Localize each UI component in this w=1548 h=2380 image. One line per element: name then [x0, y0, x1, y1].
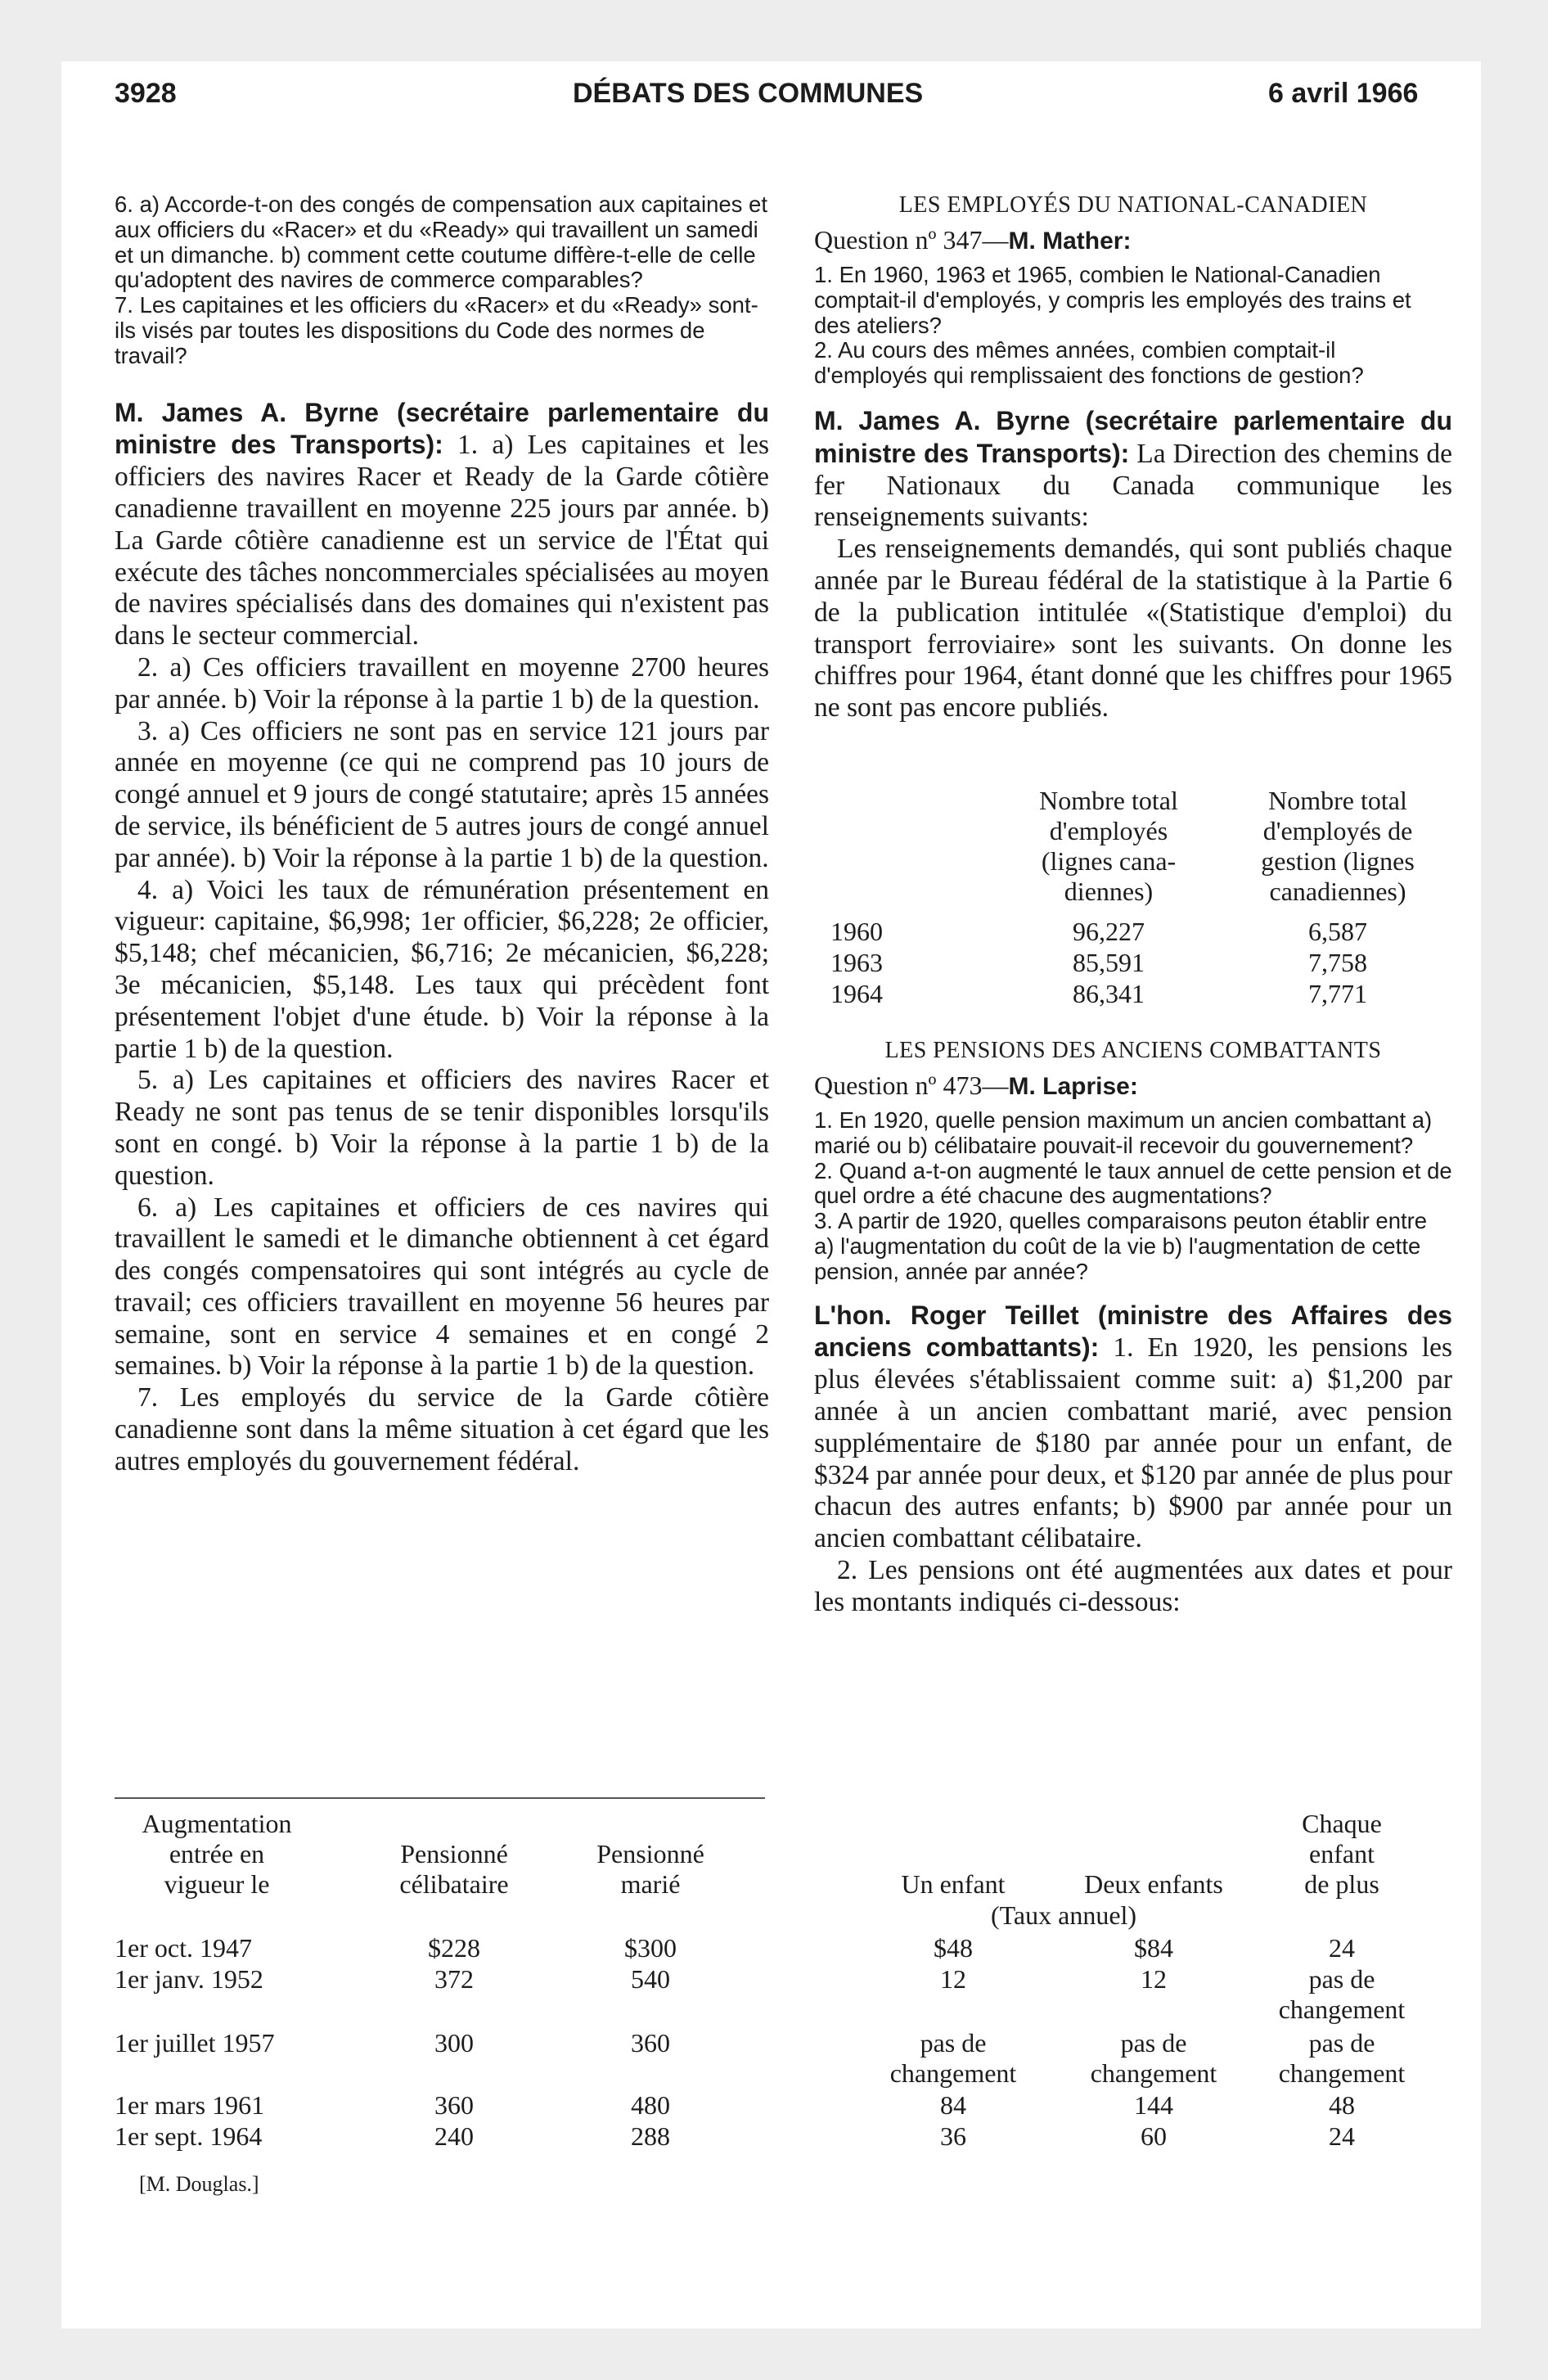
question-6: 6. a) Accorde-t-on des congés de compensation aux capitaines et aux officiers du «Racer» et du «Ready» qui travaillent un samedi et un dimanche. b) comment cette coutume diffère-t-elle de celle qu'adoptent des navires de commerce comparables? [115, 192, 767, 293]
question-7: 7. Les capitaines et les officiers du «Racer» et du «Ready» sont-ils visés par toutes les dispositions du Code des normes de travail? [115, 292, 758, 368]
right-column [814, 192, 1452, 724]
cell-married: 540 [631, 1964, 670, 1994]
cell-two-children: 60 [1141, 2121, 1167, 2151]
question-473: Question nº 473—M. Laprise: [814, 1071, 1138, 1100]
cell-single: 300 [434, 2028, 474, 2058]
answers-block [115, 397, 769, 1478]
cell-two-children: $84 [1134, 1933, 1173, 1963]
cell-married: 480 [631, 2090, 670, 2120]
cell-one-child: 36 [940, 2121, 966, 2151]
row-date: 1er mars 1961 [115, 2090, 265, 2120]
row-date: 1er juillet 1957 [115, 2028, 275, 2058]
employees-table [814, 786, 1452, 1023]
speaker-byrne-2: M. James A. Byrne (secrétaire parlementaire du ministre des Transports): [814, 405, 1452, 468]
answer-6: 6. a) Les capitaines et officiers de ces navires qui travaillent le samedi et le dimanche obtiennent à cet égard des congés compensatoires qui sont intégrés au cycle de travail; ces officiers travaillent en moyenne 56 heures par semaine, sont en service 4 semaines et en congé 2 semaines. b) Voir la réponse à la partie 1 b) de la question. [115, 1192, 769, 1382]
questions-block [115, 192, 769, 369]
annual-rate-note: (Taux annuel) [990, 1900, 1137, 1930]
col-header-each-child: Chaque enfant de plus [1302, 1809, 1382, 1899]
pensions-section [814, 1038, 1452, 1619]
cell-one-child: $48 [934, 1933, 973, 1963]
row-date: 1er sept. 1964 [115, 2121, 263, 2151]
answer-2: 2. a) Ces officiers travaillent en moyenne 2700 heures par année. b) Voir la réponse à la partie 1 b) de la question. [115, 651, 769, 714]
cell-two-children: pas de changement [1090, 2028, 1217, 2088]
footer-speaker: [M. Douglas.] [139, 2172, 259, 2196]
cell-one-child: 12 [940, 1964, 966, 1994]
page-date: 6 avril 1966 [1268, 78, 1419, 109]
cn-question-2: 2. Au cours des mêmes années, combien comptait-il d'employés qui remplissaient des fonctions de gestion? [814, 337, 1364, 389]
asker-laprise: M. Laprise: [1008, 1073, 1138, 1100]
left-column [115, 192, 769, 1478]
row-date: 1er janv. 1952 [115, 1964, 263, 1994]
cn-question-1: 1. En 1960, 1963 et 1965, combien le National-Canadien comptait-il d'employés, y compris les employés des trains et des ateliers? [814, 262, 1411, 338]
cell-married: $300 [624, 1933, 677, 1963]
emp-year: 1963 [830, 948, 883, 977]
pension-question-1: 1. En 1920, quelle pension maximum un ancien combattant a) marié ou b) célibataire pouvait-il recevoir du gouvernement? [814, 1107, 1433, 1158]
cell-each-child: 48 [1329, 2090, 1355, 2120]
emp-year: 1960 [830, 917, 883, 946]
pension-table [115, 1809, 1456, 2251]
cell-married: 288 [631, 2121, 670, 2151]
emp-header-mgmt: Nombre total d'employés de gestion (lignes canadiennes) [1261, 786, 1415, 906]
cell-single: 240 [434, 2121, 474, 2151]
cell-each-child: 24 [1329, 2121, 1355, 2151]
pension-answer: L'hon. Roger Teillet (ministre des Affaires des anciens combattants): 1. En 1920, les pensions les plus élevées s'établissaient comme suit: a) $1,200 par année à un ancien combattant marié, avec pension supplémentaire de $180 par année pour un enfant, de $324 par année pour deux, et $120 par année de plus pour chacun des autres enfants; b) $900 par année pour un ancien combattant célibataire. 2. Les pensions ont été augmentées aux dates et pour les montants indiqués ci-dessous: [814, 1300, 1453, 1617]
answer-5: 5. a) Les capitaines et officiers des navires Racer et Ready ne sont pas tenus de se tenir disponibles lorsqu'ils sont en congé. b) Voir la réponse à la partie 1 b) de la question. [115, 1065, 769, 1191]
cell-married: 360 [631, 2028, 670, 2058]
cell-two-children: 144 [1134, 2090, 1173, 2120]
emp-total: 85,591 [1073, 948, 1145, 977]
pension-question-2: 2. Quand a-t-on augmenté le taux annuel de cette pension et de quel ordre a été chacune des augmentations? [814, 1157, 1452, 1209]
answer-7: 7. Les employés du service de la Garde côtière canadienne sont dans la même situation à cet égard que les autres employés du gouvernement fédéral. [115, 1382, 769, 1476]
cell-one-child: 84 [940, 2090, 966, 2120]
cell-two-children: 12 [1141, 1964, 1167, 1994]
cell-single: 360 [434, 2090, 474, 2120]
emp-mgmt: 7,758 [1308, 948, 1367, 977]
emp-mgmt: 6,587 [1308, 917, 1367, 946]
divider-rule [115, 1797, 765, 1799]
emp-mgmt: 7,771 [1308, 979, 1367, 1008]
section-heading-pensions: LES PENSIONS DES ANCIENS COMBATTANTS [884, 1038, 1382, 1063]
cell-each-child: pas de changement [1278, 1964, 1406, 2024]
emp-total: 96,227 [1073, 917, 1145, 946]
cell-each-child: pas de changement [1278, 2028, 1406, 2088]
col-header-two-children: Deux enfants [1084, 1869, 1223, 1899]
row-date: 1er oct. 1947 [115, 1933, 252, 1963]
answer-3: 3. a) Ces officiers ne sont pas en service 121 jours par année en moyenne (ce qui ne comprend pas 10 jours de congé annuel et 9 jours de congé statutaire; après 15 années de service, ils bénéficient de 5 autres jours de congé annuel par année). b) Voir la réponse à la partie 1 b) de la question. [115, 715, 769, 873]
emp-total: 86,341 [1073, 979, 1145, 1008]
col-header-single: Pensionné célibataire [399, 1839, 509, 1899]
speaker-byrne: M. James A. Byrne (secrétaire parlementaire du ministre des Transports): [115, 397, 769, 460]
col-header-married: Pensionné marié [596, 1839, 704, 1899]
col-header-one-child: Un enfant [901, 1869, 1006, 1899]
cn-answer: M. James A. Byrne (secrétaire parlementaire du ministre des Transports): La Direction des chemins de fer Nationaux du Canada communique les renseignements suivants: Les renseignements demandés, qui sont publiés chaque année par le Bureau fédéral de la statistique à la Partie 6 de la publication intitulée «(Statistique d'emploi) du transport ferroviaire» sont les suivants. On donne les chiffres pour 1964, étant donné que les chiffres pour 1965 ne sont pas encore publiés. [814, 405, 1452, 723]
cell-each-child: 24 [1329, 1933, 1355, 1963]
answer-4: 4. a) Voici les taux de rémunération présentement en vigueur: capitaine, $6,998; 1er officier, $6,228; 2e officier, $5,148; chef mécanicien, $6,716; 2e mécanicien, $6,228; 3e mécanicien, $5,148. Les taux qui précèdent font présentement l'objet d'une étude. b) Voir la réponse à la partie 1 b) de la question. [115, 874, 769, 1064]
emp-year: 1964 [830, 979, 883, 1008]
pension-question-3: 3. A partir de 1920, quelles comparaisons peuton établir entre a) l'augmentation du coût de la vie b) l'augmentation de cette pension, année par année? [814, 1208, 1428, 1284]
cn-questions [814, 263, 1452, 389]
section-heading-cn: LES EMPLOYÉS DU NATIONAL-CANADIEN [898, 192, 1368, 218]
speaker-teillet: L'hon. Roger Teillet (ministre des Affaires des anciens combattants): [814, 1300, 1452, 1363]
asker-mather: M. Mather: [1008, 228, 1132, 255]
pension-questions [814, 1108, 1452, 1285]
cell-single: $228 [428, 1933, 480, 1963]
question-347: Question nº 347—M. Mather: [814, 225, 1132, 255]
page-number: 3928 [115, 78, 177, 109]
emp-header-total: Nombre total d'employés (lignes cana- diennes) [1039, 786, 1178, 906]
cell-single: 372 [434, 1964, 474, 1994]
answer-1: 1. a) Les capitaines et les officiers des navires Racer et Ready de la Garde côtière canadienne travaillent en moyenne 225 jours par année. b) La Garde côtière canadienne est un service de l'État qui exécute des tâches noncommerciales spécialisées au moyen de navires spécialisés dans des domaines qui n'existent pas dans le secteur commercial. [115, 430, 770, 651]
page-title: DÉBATS DES COMMUNES [573, 78, 924, 109]
cell-one-child: pas de changement [889, 2028, 1017, 2088]
col-header-date: Augmentation entrée en vigueur le [142, 1809, 292, 1899]
